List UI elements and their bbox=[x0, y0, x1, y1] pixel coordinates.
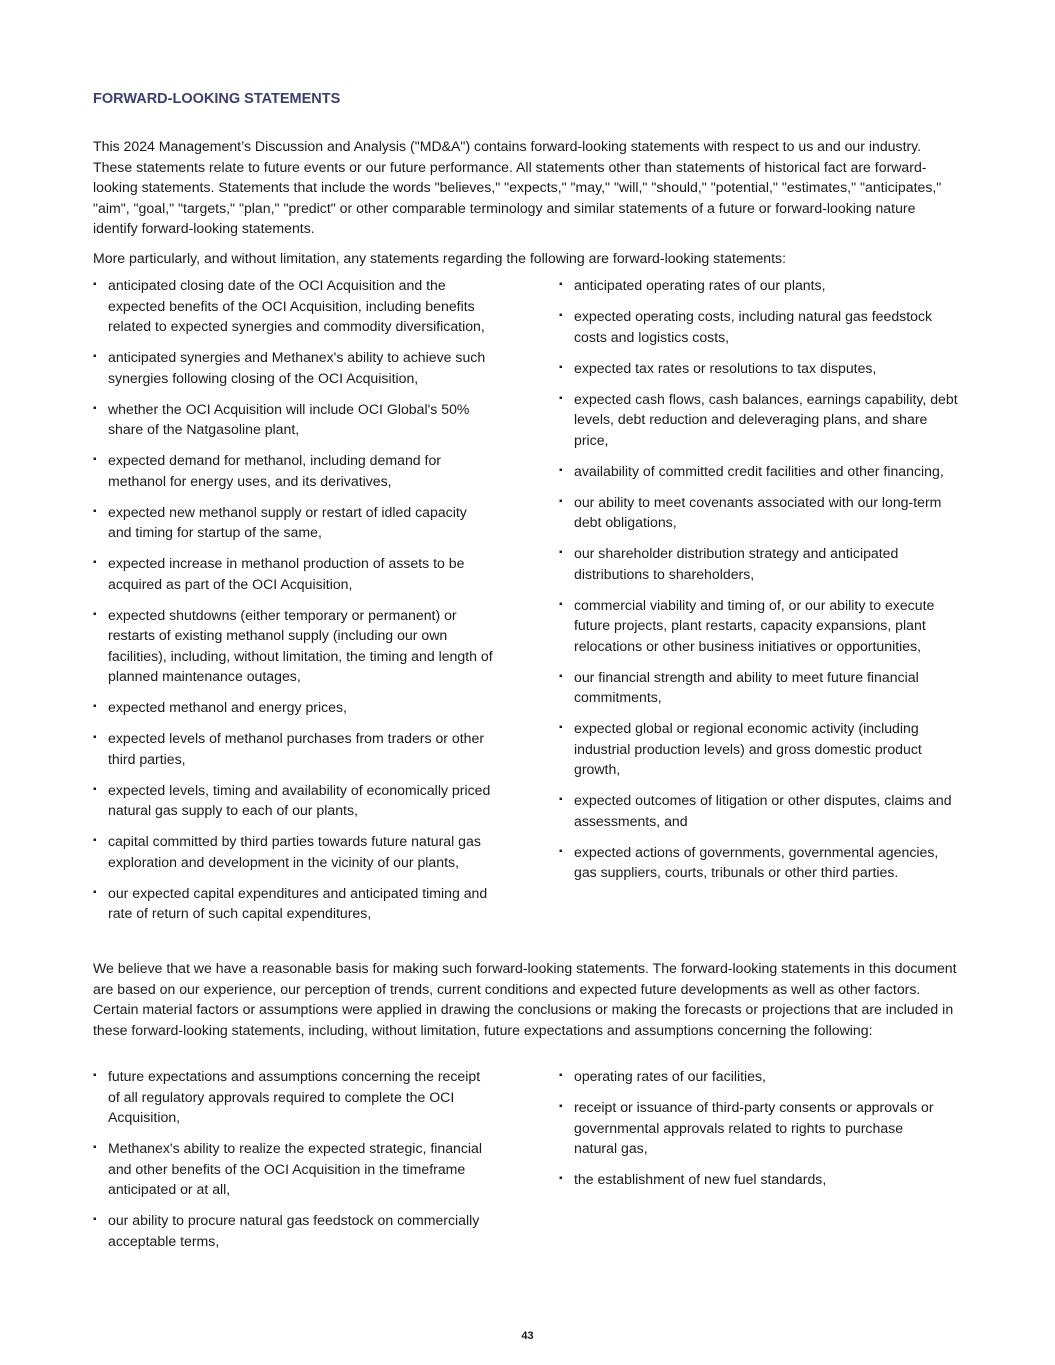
list-item: ▪ our ability to procure natural gas feedstock on commercially acceptable terms, bbox=[93, 1210, 493, 1251]
list-item: ▪ commercial viability and timing of, or our ability to execute future projects, plant restarts, capacity expansions, plant relocations or other business initiatives or opportunities, bbox=[559, 595, 963, 657]
list-item: ▪ future expectations and assumptions concerning the receipt of all regulatory approvals required to complete the OCI Acquisition, bbox=[93, 1066, 493, 1128]
list-item: ▪ expected global or regional economic activity (including industrial production levels) and gross domestic product growth, bbox=[559, 718, 963, 780]
list-item: ▪ expected methanol and energy prices, bbox=[93, 697, 493, 718]
list-item: ▪ our financial strength and ability to meet future financial commitments, bbox=[559, 667, 963, 708]
list-item: ▪ expected tax rates or resolutions to tax disputes, bbox=[559, 358, 963, 379]
list-item: ▪ Methanex's ability to realize the expected strategic, financial and other benefits of the OCI Acquisition in the timeframe anticipated or at all, bbox=[93, 1138, 493, 1200]
list-item: ▪ our ability to meet covenants associated with our long-term debt obligations, bbox=[559, 492, 963, 533]
list-item: ▪ expected shutdowns (either temporary or permanent) or restarts of existing methanol supply (including our own facilities), including, without limitation, the timing and length of planned maintenance outages, bbox=[93, 605, 493, 687]
statements-list-left bbox=[93, 275, 493, 934]
intro-paragraph: This 2024 Management’s Discussion and Analysis ("MD&A") contains forward-looking statements with respect to us and our industry. These statements relate to future events or our future performance. All statements other than statements of historical fact are forward-looking statements. Statements that include the words "believes," "expects," "may," "will," "should," "potential," "estimates," "anticipates," "aim", "goal," "targets," "plan," "predict" or other comparable terminology and similar statements of a future or forward-looking nature identify forward-looking statements. bbox=[93, 138, 942, 236]
list-item: ▪ expected operating costs, including natural gas feedstock costs and logistics costs, bbox=[559, 306, 963, 347]
assumptions-list-right bbox=[559, 1066, 949, 1200]
list-item: ▪ expected new methanol supply or restart of idled capacity and timing for startup of the same, bbox=[93, 502, 493, 543]
list-item: ▪ receipt or issuance of third-party consents or approvals or governmental approvals related to rights to purchase natural gas, bbox=[559, 1097, 949, 1159]
list-item: ▪ expected actions of governments, governmental agencies, gas suppliers, courts, tribunals or other third parties. bbox=[559, 842, 963, 883]
list-item: ▪ expected increase in methanol production of assets to be acquired as part of the OCI Acquisition, bbox=[93, 553, 493, 594]
list-item: ▪ expected demand for methanol, including demand for methanol for energy uses, and its derivatives, bbox=[93, 450, 493, 491]
list-item: ▪ expected levels of methanol purchases from traders or other third parties, bbox=[93, 728, 493, 769]
list-item: ▪ anticipated synergies and Methanex's ability to achieve such synergies following closing of the OCI Acquisition, bbox=[93, 347, 493, 388]
list-item: ▪ our expected capital expenditures and anticipated timing and rate of return of such capital expenditures, bbox=[93, 883, 493, 924]
list-item: ▪ expected cash flows, cash balances, earnings capability, debt levels, debt reduction and deleveraging plans, and share price, bbox=[559, 389, 963, 451]
assumptions-paragraph: We believe that we have a reasonable basis for making such forward-looking statements. The forward-looking statements in this document are based on our experience, our perception of trends, current conditions and expected future developments as well as other factors. Certain material factors or assumptions were applied in drawing the conclusions or making the forecasts or projections that are included in these forward-looking statements, including, without limitation, future expectations and assumptions concerning the following: bbox=[93, 960, 957, 1038]
list-item: ▪ operating rates of our facilities, bbox=[559, 1066, 949, 1087]
list-item: ▪ availability of committed credit facilities and other financing, bbox=[559, 461, 963, 482]
list-item: ▪ our shareholder distribution strategy and anticipated distributions to shareholders, bbox=[559, 543, 963, 584]
list-item: ▪ expected levels, timing and availability of economically priced natural gas supply to each of our plants, bbox=[93, 780, 493, 821]
list-item: ▪ anticipated closing date of the OCI Acquisition and the expected benefits of the OCI Acquisition, including benefits related to expected synergies and commodity diversification, bbox=[93, 275, 493, 337]
list-item: ▪ expected outcomes of litigation or other disputes, claims and assessments, and bbox=[559, 790, 963, 831]
list-item: ▪ capital committed by third parties towards future natural gas exploration and development in the vicinity of our plants, bbox=[93, 831, 493, 872]
statements-list-right bbox=[559, 275, 963, 893]
more-particularly-paragraph: More particularly, and without limitation, any statements regarding the following are forward-looking statements: bbox=[93, 250, 787, 266]
list-item: ▪ the establishment of new fuel standards, bbox=[559, 1169, 949, 1190]
assumptions-list-left bbox=[93, 1066, 493, 1262]
page-number: 43 bbox=[521, 1330, 534, 1342]
list-item: ▪ anticipated operating rates of our plants, bbox=[559, 275, 963, 296]
section-heading: FORWARD-LOOKING STATEMENTS bbox=[93, 91, 341, 107]
list-item: ▪ whether the OCI Acquisition will include OCI Global's 50% share of the Natgasoline plant, bbox=[93, 399, 493, 440]
